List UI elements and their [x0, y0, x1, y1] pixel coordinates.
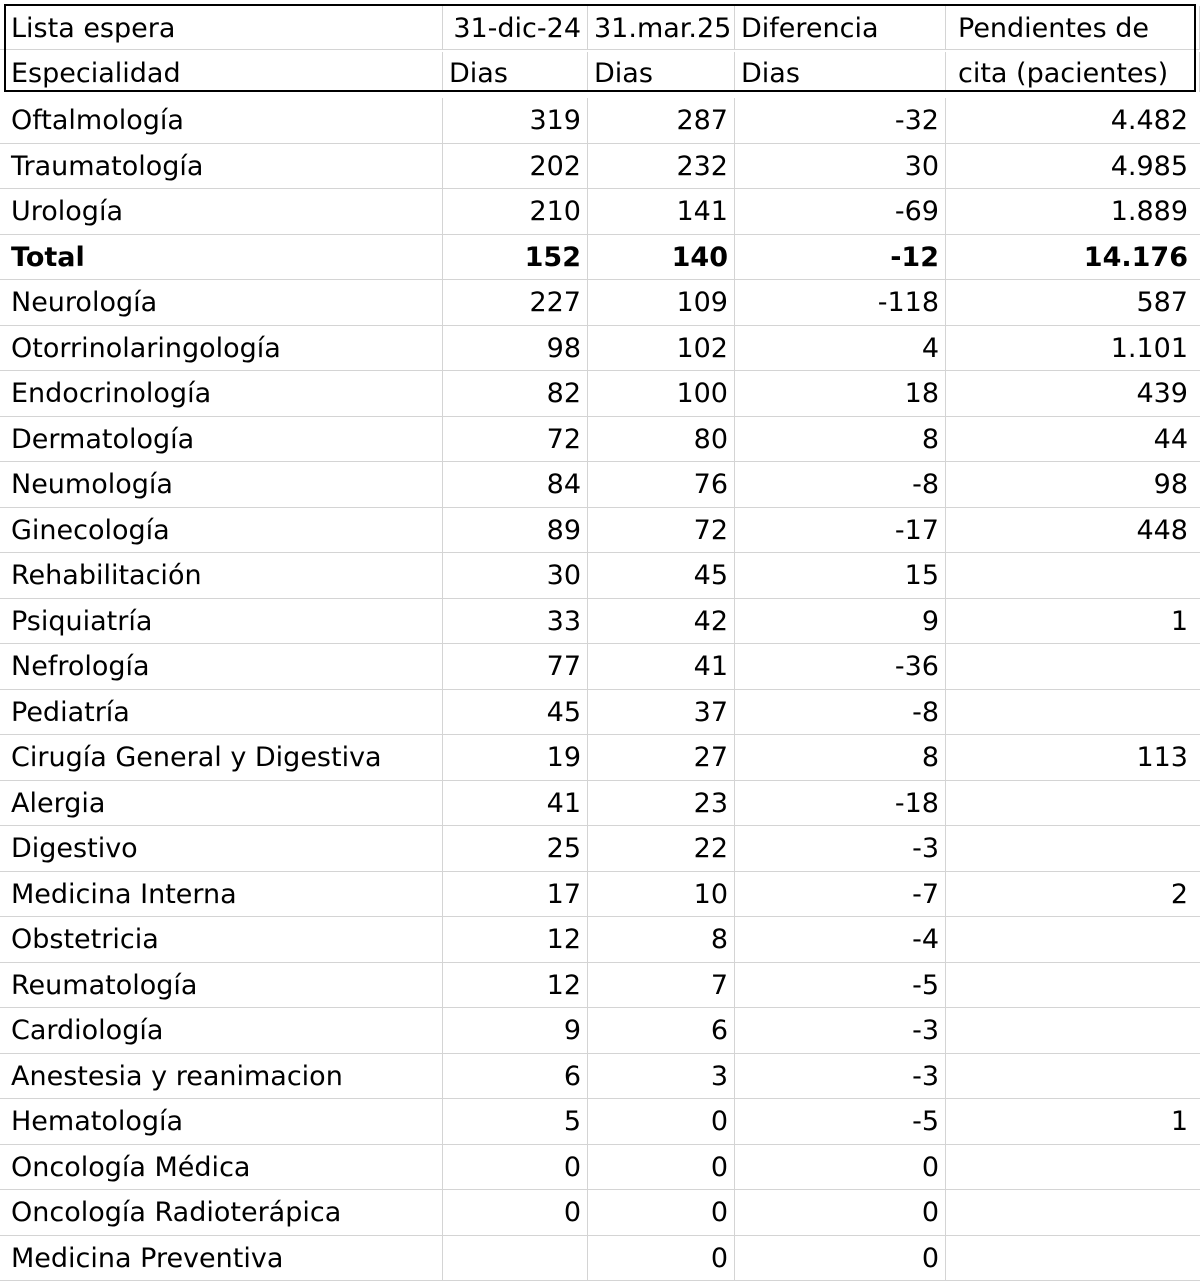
cell-specialty[interactable]: Ginecología: [0, 508, 443, 553]
cell-dic24-days[interactable]: 12: [443, 917, 588, 962]
cell-pending-patients[interactable]: 2: [1170, 878, 1188, 910]
cell-mar25-days[interactable]: 8: [588, 917, 735, 962]
cell-dic24-days[interactable]: 210: [443, 189, 588, 234]
cell-mar25-days[interactable]: 80: [588, 417, 735, 462]
cell-specialty[interactable]: Medicina Preventiva: [0, 1236, 443, 1281]
header-pending-unit[interactable]: cita (pacientes): [946, 52, 1200, 92]
cell-pending-patients[interactable]: [946, 963, 1200, 1008]
cell-pending-patients[interactable]: [946, 1008, 1200, 1053]
table-row: [0, 326, 1200, 372]
cell-difference-days[interactable]: -18: [735, 781, 946, 826]
cell-pending-patients[interactable]: 587: [1136, 287, 1188, 318]
cell-specialty[interactable]: Neumología: [0, 462, 443, 507]
table-row: [0, 1054, 1200, 1100]
cell-difference-days[interactable]: -69: [735, 189, 946, 234]
cell-specialty[interactable]: Traumatología: [0, 144, 443, 189]
cell-pending-patients[interactable]: 14.176: [1083, 241, 1188, 273]
cell-pending-patients[interactable]: [946, 917, 1200, 962]
cell-pending-patients[interactable]: 4.985: [1110, 150, 1188, 182]
cell-pending-patients[interactable]: 98: [1153, 469, 1188, 500]
table-row: [0, 872, 1200, 918]
cell-difference-days[interactable]: -7: [735, 872, 946, 917]
cell-dic24-days[interactable]: 33: [443, 599, 588, 644]
cell-dic24-days[interactable]: 227: [443, 280, 588, 325]
cell-pending-patients[interactable]: 4.482: [1110, 105, 1188, 136]
cell-pending-patients[interactable]: 1: [1170, 605, 1188, 637]
cell-mar25-days[interactable]: 100: [588, 371, 735, 416]
cell-mar25-days[interactable]: 42: [588, 599, 735, 644]
header-pending-top[interactable]: Pendientes de: [946, 6, 1200, 49]
cell-mar25-days[interactable]: 27: [588, 735, 735, 780]
cell-dic24-days[interactable]: 9: [443, 1008, 588, 1053]
table-row: [0, 280, 1200, 326]
table-row: [0, 599, 1200, 645]
cell-mar25-days[interactable]: 0: [588, 1145, 735, 1190]
table-row: [0, 735, 1200, 781]
cell-difference-days[interactable]: -32: [735, 98, 946, 143]
cell-dic24-days[interactable]: 202: [443, 144, 588, 189]
table-row: [0, 1145, 1200, 1191]
cell-mar25-days[interactable]: 7: [588, 963, 735, 1008]
cell-mar25-days[interactable]: 232: [588, 144, 735, 189]
cell-pending-patients[interactable]: 1.101: [1110, 332, 1188, 364]
cell-specialty[interactable]: Total: [0, 235, 443, 280]
cell-dic24-days[interactable]: 98: [443, 326, 588, 371]
header-specialty[interactable]: Especialidad: [0, 52, 443, 92]
cell-mar25-days[interactable]: 3: [588, 1054, 735, 1099]
cell-dic24-days[interactable]: 319: [443, 98, 588, 143]
cell-difference-days[interactable]: -3: [735, 1008, 946, 1053]
cell-specialty[interactable]: Oncología Médica: [0, 1145, 443, 1190]
cell-dic24-days[interactable]: 41: [443, 781, 588, 826]
cell-mar25-days[interactable]: 141: [588, 189, 735, 234]
cell-mar25-days[interactable]: 0: [588, 1099, 735, 1144]
cell-difference-days[interactable]: -118: [735, 280, 946, 325]
cell-mar25-days[interactable]: 45: [588, 553, 735, 598]
cell-pending-patients[interactable]: 44: [1153, 423, 1188, 455]
table-row: [0, 917, 1200, 963]
cell-dic24-days[interactable]: 12: [443, 963, 588, 1008]
cell-difference-days[interactable]: 15: [735, 553, 946, 598]
cell-specialty[interactable]: Anestesia y reanimacion: [0, 1054, 443, 1099]
cell-specialty[interactable]: Rehabilitación: [0, 553, 443, 598]
cell-difference-days[interactable]: 0: [735, 1145, 946, 1190]
cell-difference-days[interactable]: -5: [735, 1099, 946, 1144]
cell-mar25-days[interactable]: 76: [588, 462, 735, 507]
cell-difference-days[interactable]: 0: [735, 1190, 946, 1235]
cell-pending-patients[interactable]: 1.889: [1110, 196, 1188, 227]
cell-difference-days[interactable]: 4: [735, 326, 946, 371]
table-row: [0, 644, 1200, 690]
cell-pending-patients[interactable]: [946, 1054, 1200, 1099]
header-dic24-unit[interactable]: Dias: [443, 52, 588, 92]
cell-dic24-days[interactable]: 77: [443, 644, 588, 689]
cell-pending-patients[interactable]: [946, 781, 1200, 826]
cell-dic24-days[interactable]: [443, 1236, 588, 1281]
cell-difference-days[interactable]: -12: [735, 235, 946, 280]
header-border: [4, 4, 1196, 92]
cell-pending-patients[interactable]: [946, 1145, 1200, 1190]
cell-difference-days[interactable]: 8: [735, 417, 946, 462]
cell-specialty[interactable]: Reumatología: [0, 963, 443, 1008]
cell-pending-patients[interactable]: [946, 644, 1200, 689]
cell-specialty[interactable]: Pediatría: [0, 690, 443, 735]
table-row: [0, 144, 1200, 190]
cell-specialty[interactable]: Endocrinología: [0, 371, 443, 416]
cell-mar25-days[interactable]: 0: [588, 1236, 735, 1281]
cell-difference-days[interactable]: -3: [735, 826, 946, 871]
cell-dic24-days[interactable]: 89: [443, 508, 588, 553]
cell-mar25-days[interactable]: 140: [588, 235, 735, 280]
cell-dic24-days[interactable]: 0: [443, 1145, 588, 1190]
cell-difference-days[interactable]: -8: [735, 462, 946, 507]
table-row: [0, 417, 1200, 463]
cell-pending-patients[interactable]: 113: [1136, 742, 1188, 773]
header-specialty-top[interactable]: Lista espera: [0, 6, 443, 49]
total-row: [0, 235, 1200, 281]
cell-difference-days[interactable]: 9: [735, 599, 946, 644]
cell-mar25-days[interactable]: 287: [588, 98, 735, 143]
cell-difference-days[interactable]: -5: [735, 963, 946, 1008]
cell-specialty[interactable]: Otorrinolaringología: [0, 326, 443, 371]
cell-specialty[interactable]: Oftalmología: [0, 98, 443, 143]
table-row: [0, 508, 1200, 554]
cell-dic24-days[interactable]: 82: [443, 371, 588, 416]
cell-mar25-days[interactable]: 37: [588, 690, 735, 735]
header-difference[interactable]: Diferencia: [735, 6, 946, 49]
table-row: [0, 371, 1200, 417]
cell-mar25-days[interactable]: 6: [588, 1008, 735, 1053]
table-row: [0, 1236, 1200, 1282]
cell-specialty[interactable]: Medicina Interna: [0, 872, 443, 917]
table-row: [0, 781, 1200, 827]
cell-mar25-days[interactable]: 72: [588, 508, 735, 553]
cell-mar25-days[interactable]: 10: [588, 872, 735, 917]
cell-dic24-days[interactable]: 19: [443, 735, 588, 780]
cell-difference-days[interactable]: 0: [735, 1236, 946, 1281]
cell-specialty[interactable]: Cirugía General y Digestiva: [0, 735, 443, 780]
cell-mar25-days[interactable]: 102: [588, 326, 735, 371]
header-mar25-unit[interactable]: Dias: [588, 52, 735, 92]
cell-dic24-days[interactable]: 0: [443, 1190, 588, 1235]
table-row: [0, 826, 1200, 872]
cell-dic24-days[interactable]: 152: [443, 235, 588, 280]
table-row: [0, 1008, 1200, 1054]
cell-dic24-days[interactable]: 45: [443, 690, 588, 735]
cell-specialty[interactable]: Alergia: [0, 781, 443, 826]
cell-pending-patients[interactable]: 439: [1136, 378, 1188, 409]
table-row: [0, 553, 1200, 599]
cell-pending-patients[interactable]: [946, 1190, 1200, 1235]
cell-dic24-days[interactable]: 72: [443, 417, 588, 462]
cell-mar25-days[interactable]: 23: [588, 781, 735, 826]
cell-specialty[interactable]: Psiquiatría: [0, 599, 443, 644]
cell-pending-patients[interactable]: [946, 826, 1200, 871]
cell-pending-patients[interactable]: [946, 690, 1200, 735]
cell-specialty[interactable]: Hematología: [0, 1099, 443, 1144]
table-row: [0, 98, 1200, 144]
cell-difference-days[interactable]: -8: [735, 690, 946, 735]
header-dic24-date[interactable]: 31-dic-24: [443, 6, 588, 49]
table-row: [0, 1099, 1200, 1145]
cell-specialty[interactable]: Dermatología: [0, 417, 443, 462]
table-row: [0, 963, 1200, 1009]
table-row: [0, 690, 1200, 736]
cell-difference-days[interactable]: 8: [735, 735, 946, 780]
table-row: [0, 1190, 1200, 1236]
cell-dic24-days[interactable]: 6: [443, 1054, 588, 1099]
cell-difference-days[interactable]: 18: [735, 371, 946, 416]
cell-specialty[interactable]: Nefrología: [0, 644, 443, 689]
table-row: [0, 462, 1200, 508]
cell-pending-patients[interactable]: 1: [1170, 1106, 1188, 1137]
header-difference-unit[interactable]: Dias: [735, 52, 946, 92]
cell-mar25-days[interactable]: 109: [588, 280, 735, 325]
cell-dic24-days[interactable]: 84: [443, 462, 588, 507]
cell-pending-patients[interactable]: [946, 553, 1200, 598]
cell-difference-days[interactable]: -17: [735, 508, 946, 553]
cell-difference-days[interactable]: -3: [735, 1054, 946, 1099]
table-row: [0, 189, 1200, 235]
cell-dic24-days[interactable]: 5: [443, 1099, 588, 1144]
cell-mar25-days[interactable]: 0: [588, 1190, 735, 1235]
cell-pending-patients[interactable]: 448: [1136, 514, 1188, 546]
cell-mar25-days[interactable]: 22: [588, 826, 735, 871]
cell-difference-days[interactable]: -4: [735, 917, 946, 962]
cell-specialty[interactable]: Digestivo: [0, 826, 443, 871]
cell-mar25-days[interactable]: 41: [588, 644, 735, 689]
cell-pending-patients[interactable]: [946, 1236, 1200, 1281]
cell-specialty[interactable]: Cardiología: [0, 1008, 443, 1053]
cell-difference-days[interactable]: 30: [735, 144, 946, 189]
cell-specialty[interactable]: Obstetricia: [0, 917, 443, 962]
cell-difference-days[interactable]: -36: [735, 644, 946, 689]
header-mar25-date[interactable]: 31.mar.25: [588, 6, 735, 49]
cell-dic24-days[interactable]: 17: [443, 872, 588, 917]
cell-dic24-days[interactable]: 30: [443, 553, 588, 598]
cell-dic24-days[interactable]: 25: [443, 826, 588, 871]
cell-specialty[interactable]: Neurología: [0, 280, 443, 325]
cell-specialty[interactable]: Urología: [0, 189, 443, 234]
cell-specialty[interactable]: Oncología Radioterápica: [0, 1190, 443, 1235]
